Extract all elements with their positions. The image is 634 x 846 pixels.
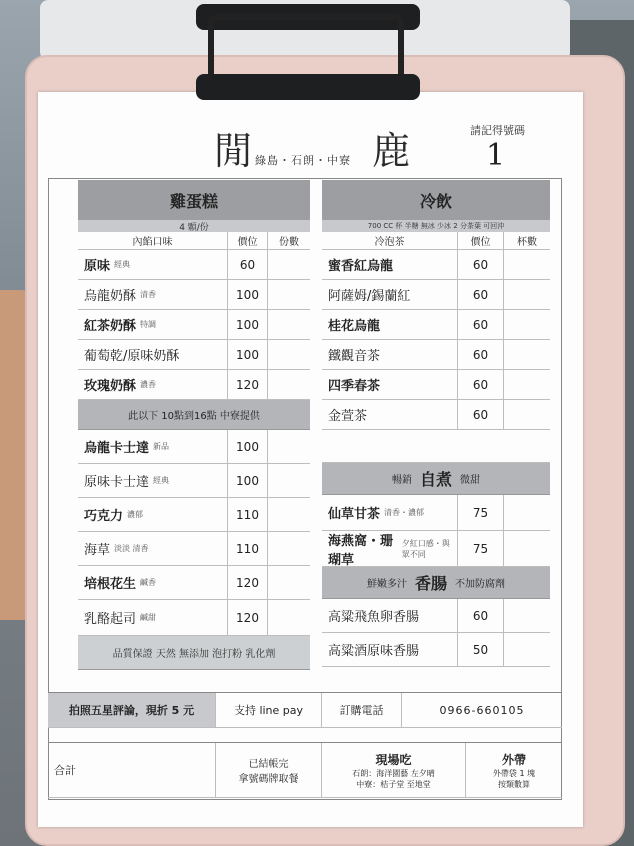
- drink-item-row-name-cell: [322, 280, 458, 309]
- drinks-subtitle: 700 CC 杯 半糖 無冰 少冰 2 分茶葉 可回沖: [322, 220, 550, 232]
- special-item-row-name-cell: [322, 495, 458, 530]
- item-price: 60: [458, 280, 504, 309]
- item-name: 海草: [84, 543, 111, 558]
- cake-item-row-name-cell: [78, 280, 228, 309]
- item-qty-box[interactable]: [504, 370, 550, 399]
- item-note: 夕紅口感・與眾不同: [401, 538, 450, 559]
- item-name: 烏龍卡士達: [84, 441, 150, 456]
- cake-item-row-name-cell: [78, 600, 228, 635]
- cake-section: [78, 180, 310, 670]
- checkout-row: [48, 742, 562, 798]
- logo-left-char: 閒: [214, 129, 253, 173]
- item-price: 50: [458, 633, 504, 666]
- order-phone: 0966-660105: [439, 703, 525, 717]
- cake-item-row-name-cell: [78, 310, 228, 339]
- item-name: 巧克力: [84, 509, 124, 524]
- cake-item-row: [78, 600, 310, 636]
- item-name: 高粱飛魚卵香腸: [328, 610, 420, 625]
- item-price: 120: [228, 600, 268, 635]
- special-item-row-name-cell: [322, 531, 458, 566]
- col-drink-price: 價位: [458, 232, 504, 249]
- cake-item-row: [78, 498, 310, 532]
- drink-item-row-name-cell: [322, 340, 458, 369]
- item-qty-box[interactable]: [268, 498, 310, 531]
- col-price: 價位: [228, 232, 268, 249]
- item-note: 清香・濃郁: [384, 508, 425, 517]
- item-note: 濃香: [140, 380, 157, 389]
- sausage-item-row-name-cell: [322, 633, 458, 666]
- cake-item-row: [78, 430, 310, 464]
- takeout-note: [466, 743, 562, 797]
- cake-title: 雞蛋糕: [78, 180, 310, 220]
- cake-item-row-name-cell: [78, 566, 228, 599]
- drinks-section: [322, 180, 550, 667]
- cake-item-row-name-cell: [78, 532, 228, 565]
- cake-item-row-name-cell: [78, 370, 228, 399]
- item-qty-box[interactable]: [504, 495, 550, 530]
- special-right: 微甜: [460, 475, 480, 486]
- sausage-title: 香腸: [414, 574, 447, 593]
- special-band: [322, 463, 550, 495]
- item-price: 75: [458, 495, 504, 530]
- item-qty-box[interactable]: [268, 280, 310, 309]
- special-item-row: [322, 531, 550, 567]
- cake-item-row: [78, 310, 310, 340]
- item-name: 紅茶奶酥: [84, 319, 137, 334]
- item-price: 60: [458, 370, 504, 399]
- drink-item-row-name-cell: [322, 250, 458, 279]
- cake-item-row: [78, 250, 310, 280]
- item-qty-box[interactable]: [504, 599, 550, 632]
- logo-right-char: 鹿: [372, 129, 411, 173]
- item-price: 100: [228, 310, 268, 339]
- item-note: 濃郁: [127, 510, 144, 519]
- sausage-left: 鮮嫩多汁: [366, 579, 407, 590]
- sausage-item-row: [322, 599, 550, 633]
- cake-item-row: [78, 340, 310, 370]
- takeout-title: 外帶: [501, 752, 526, 767]
- item-name: 乳酪起司: [84, 612, 137, 627]
- item-price: 60: [458, 340, 504, 369]
- cake-item-row: [78, 370, 310, 400]
- drinks-spacer: [322, 430, 550, 463]
- cake-column-header: [78, 232, 310, 250]
- item-price: 60: [458, 400, 504, 429]
- item-qty-box[interactable]: [504, 633, 550, 666]
- special-title: 自煮: [419, 470, 452, 489]
- drink-item-row-name-cell: [322, 400, 458, 429]
- item-price: 75: [458, 531, 504, 566]
- drink-item-row: [322, 250, 550, 280]
- cake-item-row-name-cell: [78, 340, 228, 369]
- drink-item-row: [322, 370, 550, 400]
- item-name: 海燕窩・珊瑚草: [328, 533, 394, 568]
- special-item-row: [322, 495, 550, 531]
- item-qty-box[interactable]: [268, 370, 310, 399]
- drink-item-row-name-cell: [322, 310, 458, 339]
- special-left: 暢銷: [391, 475, 412, 486]
- item-qty-box[interactable]: [268, 250, 310, 279]
- total-label: 合計: [48, 743, 216, 797]
- item-note: 清香: [140, 290, 157, 299]
- item-name: 蜜香紅烏龍: [328, 259, 394, 274]
- item-name: 金萱茶: [328, 409, 368, 424]
- item-qty-box[interactable]: [268, 430, 310, 463]
- item-note: 鹹香: [140, 578, 157, 587]
- sausage-item-row-name-cell: [322, 599, 458, 632]
- item-name: 鐵觀音茶: [328, 349, 381, 364]
- item-price: 100: [228, 340, 268, 369]
- item-qty-box[interactable]: [504, 400, 550, 429]
- cake-item-row: [78, 532, 310, 566]
- drinks-column-header: [322, 232, 550, 250]
- cake-hours-band: 此以下 10點到16點 中寮提供: [78, 400, 310, 430]
- cake-item-row: [78, 566, 310, 600]
- item-price: 100: [228, 430, 268, 463]
- drink-item-row-name-cell: [322, 370, 458, 399]
- col-filling: 內餡口味: [78, 232, 228, 249]
- tagline: 綠島・石朗・中寮: [255, 154, 351, 167]
- item-price: 100: [228, 464, 268, 497]
- item-note: 經典: [114, 260, 131, 269]
- item-qty-box[interactable]: [268, 310, 310, 339]
- item-qty-box[interactable]: [504, 280, 550, 309]
- sausage-right: 不加防腐劑: [455, 579, 505, 590]
- item-note: 鹹甜: [140, 613, 157, 622]
- item-name: 玫瑰奶酥: [84, 379, 137, 394]
- col-qty: 份數: [279, 237, 299, 248]
- cake-item-row-name-cell: [78, 430, 228, 463]
- cake-item-row-name-cell: [78, 250, 228, 279]
- item-price: 110: [228, 532, 268, 565]
- drink-item-row: [322, 340, 550, 370]
- item-name: 高粱酒原味香腸: [328, 644, 420, 659]
- item-name: 四季春茶: [328, 379, 381, 394]
- item-note: 新品: [153, 442, 170, 451]
- cake-item-row-name-cell: [78, 498, 228, 531]
- checkout-line1: 已結帳完: [248, 759, 289, 770]
- drink-item-row: [322, 280, 550, 310]
- dine-in-title: 現場吃: [375, 752, 412, 767]
- item-price: 110: [228, 498, 268, 531]
- col-tea: 冷泡茶: [322, 232, 458, 249]
- info-row: [48, 692, 562, 728]
- item-qty-box[interactable]: [268, 600, 310, 635]
- item-price: 60: [458, 599, 504, 632]
- item-price: 120: [228, 566, 268, 599]
- linepay-note: 支持 line pay: [216, 693, 322, 727]
- item-qty-box[interactable]: [504, 340, 550, 369]
- item-name: 烏龍奶酥: [84, 289, 137, 304]
- item-note: 特調: [140, 320, 157, 329]
- order-number: 1: [486, 138, 506, 173]
- checkout-line2: 拿號碼牌取餐: [238, 774, 299, 785]
- item-name: 培根花生: [84, 577, 137, 592]
- item-name: 桂花烏龍: [328, 319, 381, 334]
- takeout-line1: 外帶袋 1 塊: [492, 768, 536, 778]
- dine-in-note: [322, 743, 466, 797]
- cake-item-row: [78, 280, 310, 310]
- sausage-band: [322, 567, 550, 599]
- item-note: 淡淡 清香: [114, 544, 149, 553]
- dine-in-line2: 中寮：桔子堂 至地堂: [356, 779, 431, 789]
- cake-item-row-name-cell: [78, 464, 228, 497]
- cake-item-row: [78, 464, 310, 498]
- item-qty-box[interactable]: [268, 340, 310, 369]
- item-qty-box[interactable]: [504, 250, 550, 279]
- item-note: 經典: [153, 476, 170, 485]
- item-price: 60: [458, 250, 504, 279]
- review-discount: 拍照五星評論，現折 5 元: [48, 693, 216, 727]
- item-price: 60: [228, 250, 268, 279]
- binder-clip: [196, 0, 420, 118]
- item-qty-box[interactable]: [504, 310, 550, 339]
- item-price: 120: [228, 370, 268, 399]
- cake-subtitle: 4 顆/份: [78, 220, 310, 232]
- dine-in-line1: 石朗：海洋園藝 左夕晴: [352, 768, 435, 778]
- item-name: 葡萄乾/原味奶酥: [84, 349, 180, 364]
- drink-item-row: [322, 400, 550, 430]
- item-name: 阿薩姆/錫蘭紅: [328, 289, 411, 304]
- item-qty-box[interactable]: [504, 531, 550, 566]
- item-name: 原味卡士達: [84, 475, 150, 490]
- quality-band: 品質保證 天然 無添加 泡打粉 乳化劑: [78, 636, 310, 670]
- col-cups: 杯數: [517, 237, 537, 248]
- item-qty-box[interactable]: [268, 566, 310, 599]
- sausage-item-row: [322, 633, 550, 667]
- order-phone-label: 訂購電話: [322, 693, 402, 727]
- item-price: 60: [458, 310, 504, 339]
- item-price: 100: [228, 280, 268, 309]
- item-name: 原味: [84, 259, 111, 274]
- item-qty-box[interactable]: [268, 464, 310, 497]
- reminder-note: 請記得號碼: [470, 124, 525, 137]
- checkout-note: [216, 743, 322, 797]
- item-qty-box[interactable]: [268, 532, 310, 565]
- takeout-line2: 按類數算: [498, 779, 530, 789]
- item-name: 仙草甘茶: [328, 507, 381, 522]
- drinks-title: 冷飲: [322, 180, 550, 220]
- drink-item-row: [322, 310, 550, 340]
